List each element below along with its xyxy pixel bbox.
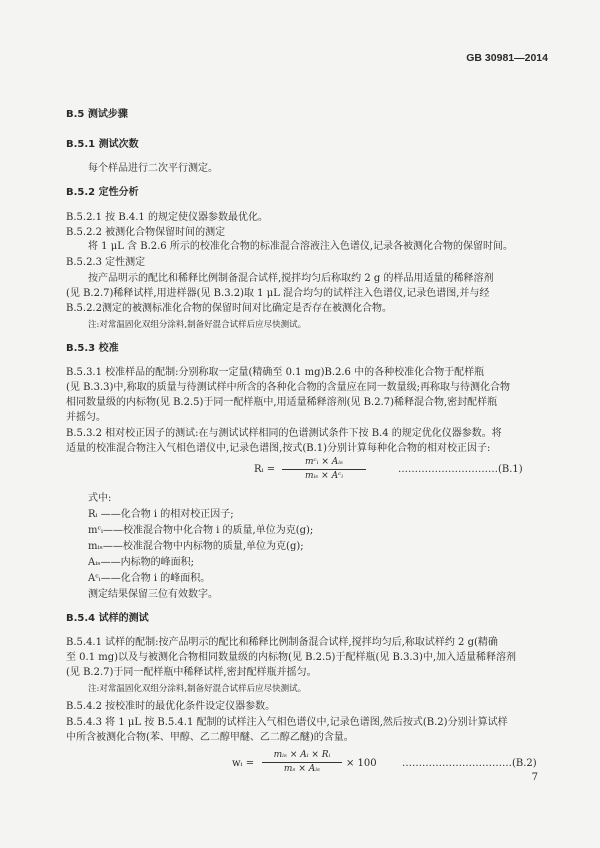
text-line: B.5.2.2测定的被测标准化合物的保留时间对比确定是否存在被测化合物。 [66, 303, 392, 314]
section-heading: B.5.3 校准 [66, 343, 119, 354]
equation-b2-tail: × 100 [346, 758, 377, 769]
equation-b2-fraction [262, 750, 342, 775]
section-heading: B.5.4 试样的测试 [66, 613, 149, 624]
equation-b1-denominator: mᵢₛ × Aᶜᵢ [304, 471, 344, 481]
text-line: B.5.3.1 校准样品的配制:分别称取一定量(精确至 0.1 mg)B.2.6 中的各种校准化合物于配样瓶 [66, 367, 485, 378]
section-heading: B.5 测试步骤 [66, 109, 128, 120]
text-line: 至 0.1 mg)以及与被测化合物相同数量级的内标物(见 B.2.5)于配样瓶(见 B.3.3)中,加入适量稀释溶剂 [66, 652, 517, 663]
equation-b1-numerator: mᶜᵢ × Aᵢₛ [304, 457, 344, 467]
section-heading: B.5.1 测试次数 [66, 139, 139, 150]
text-line: 中所含被测化合物(苯、甲醇、乙二醇甲醚、乙二醇乙醚)的含量。 [66, 732, 354, 743]
section-heading: B.5.2 定性分析 [66, 187, 139, 198]
text-line: 每个样品进行二次平行测定。 [88, 163, 218, 174]
text-line: Rᵢ ——化合物 i 的相对校正因子; [88, 509, 234, 520]
text-line: B.5.2.3 定性测定 [66, 257, 146, 268]
text-line: 式中: [88, 493, 112, 504]
equation-b2-lhs: wᵢ = [232, 758, 255, 769]
text-line: 相同数量级的内标物(见 B.2.5)于同一配样瓶中,用适量稀释溶剂(见 B.2.7)稀释混合物,密封配样瓶 [66, 397, 498, 408]
equation-b1-lhs: Rᵢ = [254, 464, 276, 475]
page-number: 7 [531, 772, 538, 783]
text-line: Aᵢₛ——内标物的峰面积; [88, 557, 194, 568]
text-line: B.5.2.1 按 B.4.1 的规定使仪器参数最优化。 [66, 212, 268, 223]
text-line: B.5.2.2 被测化合物保留时间的测定 [66, 227, 226, 238]
note-line: 注:对常温固化双组分涂料,制备好混合试样后应尽快测试。 [88, 320, 307, 330]
text-line: B.5.4.3 将 1 μL 按 B.5.4.1 配制的试样注入气相色谱仪中,记录色谱图,然后按式(B.2)分别计算试样 [66, 717, 508, 728]
text-line: Aᶜᵢ——化合物 i 的峰面积。 [88, 573, 211, 584]
equation-b1-fraction [282, 457, 366, 482]
standard-number: GB 30981—2014 [466, 52, 548, 64]
equation-b2-denominator: mₛ × Aᵢₛ [283, 764, 321, 774]
text-line: B.5.4.2 按校准时的最优化条件设定仪器参数。 [66, 701, 276, 712]
text-line: 按产品明示的配比和稀释比例制备混合试样,搅拌均匀后称取约 2 g 的样品用适量的稀释溶剂 [88, 273, 494, 284]
equation-b2-label: ……………………………(B.2) [402, 758, 537, 769]
equation-b2-numerator: mᵢₛ × Aᵢ × Rᵢ [273, 750, 331, 760]
text-line: (见 B.2.7)稀释试样,用进样器(见 B.3.2)取 1 μL 混合均匀的试样注入色谱仪,记录色谱图,并与经 [66, 288, 490, 299]
note-line: 注:对常温固化双组分涂料,制备好混合试样后应尽快测试。 [88, 684, 307, 694]
text-line: mᵢₛ——校准混合物中内标物的质量,单位为克(g); [88, 541, 304, 552]
text-line: (见 B.3.3)中,称取的质量与待测试样中所含的各种化合物的含量应在同一数量级;再称取与待测化合物 [66, 382, 510, 393]
text-line: B.5.3.2 相对校正因子的测试:在与测试试样相同的色谱测试条件下按 B.4 的规定优化仪器参数。将 [66, 428, 502, 439]
text-line: (见 B.2.7)于同一配样瓶中稀释试样,密封配样瓶并摇匀。 [66, 667, 317, 678]
text-line: 适量的校准混合物注入气相色谱仪中,记录色谱图,按式(B.1)分别计算每种化合物的相对校正因子: [66, 443, 491, 454]
text-line: B.5.4.1 试样的配制:按产品明示的配比和稀释比例制备混合试样,搅拌均匀后,称取试样约 2 g(精确 [66, 637, 498, 648]
text-line: mᶜᵢ——校准混合物中化合物 i 的质量,单位为克(g); [88, 525, 314, 536]
text-line: 将 1 μL 含 B.2.6 所示的校准化合物的标准混合溶液注入色谱仪,记录各被测化合物的保留时间。 [88, 241, 514, 252]
equation-b1-label: …………………………(B.1) [398, 464, 523, 475]
text-line: 并摇匀。 [66, 412, 106, 423]
text-line: 测定结果保留三位有效数字。 [88, 589, 218, 600]
